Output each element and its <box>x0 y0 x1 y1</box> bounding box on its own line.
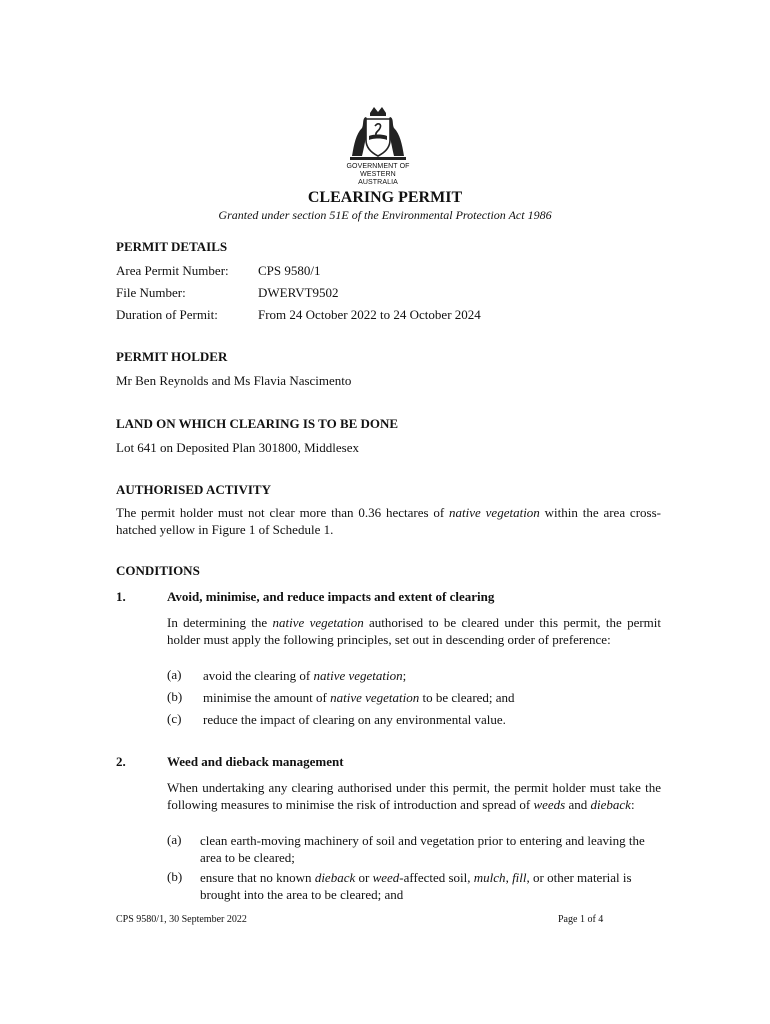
permit-holder-text: Mr Ben Reynolds and Ms Flavia Nascimento <box>116 373 352 388</box>
condition-2-item-a-text: clean earth-moving machinery of soil and vegetation prior to entering and leaving the area to be cleared; <box>200 833 645 865</box>
crest-caption <box>340 163 416 187</box>
condition-2-title: Weed and dieback management <box>167 754 344 769</box>
condition-1-item-a-label: (a) <box>167 667 182 682</box>
condition-2-item-b-label: (b) <box>167 869 183 884</box>
land-text: Lot 641 on Deposited Plan 301800, Middlesex <box>116 440 360 455</box>
condition-1-item-a-text: avoid the clearing of native vegetation; <box>203 668 407 683</box>
condition-1-item-b-text: minimise the amount of native vegetation to be cleared; and <box>203 690 515 705</box>
crest-caption-line1: GOVERNMENT OF <box>346 163 410 170</box>
crest-caption-line2: WESTERN AUSTRALIA <box>358 171 398 186</box>
wa-coat-of-arms-icon <box>348 104 408 164</box>
permit-details-heading: PERMIT DETAILS <box>116 239 228 254</box>
duration-value: From 24 October 2022 to 24 October 2024 <box>258 307 481 322</box>
condition-1-title: Avoid, minimise, and reduce impacts and extent of clearing <box>167 589 495 604</box>
footer-document-ref: CPS 9580/1, 30 September 2022 <box>116 914 247 925</box>
condition-1-item-b-label: (b) <box>167 689 183 704</box>
area-permit-number-label: Area Permit Number: <box>116 263 229 278</box>
footer-page-number: Page 1 of 4 <box>558 914 604 925</box>
condition-1-number: 1. <box>116 589 126 604</box>
condition-2-paragraph: When undertaking any clearing authorised under this permit, the permit holder must take the following measures to minimise the risk of introduction and spread of weeds and dieback: <box>167 780 661 812</box>
document-title: CLEARING PERMIT <box>307 189 463 206</box>
area-permit-number-value: CPS 9580/1 <box>258 263 321 278</box>
file-number-label: File Number: <box>116 285 186 300</box>
condition-2-item-b-text: ensure that no known dieback or weed-affected soil, mulch, fill, or other material is brought into the area to be cleared; and <box>200 870 632 902</box>
authorised-activity-heading: AUTHORISED ACTIVITY <box>116 482 271 497</box>
document-subtitle: Granted under section 51E of the Environmental Protection Act 1986 <box>218 208 552 222</box>
permit-holder-heading: PERMIT HOLDER <box>116 349 228 364</box>
duration-label: Duration of Permit: <box>116 307 218 322</box>
condition-1-paragraph: In determining the native vegetation authorised to be cleared under this permit, the permit holder must apply the following principles, set out in descending order of preference: <box>167 615 662 647</box>
file-number-value: DWERVT9502 <box>258 285 339 300</box>
condition-2-item-a-label: (a) <box>167 832 182 847</box>
authorised-activity-text: The permit holder must not clear more than 0.36 hectares of native vegetation within the area cross-hatched yellow in Figure 1 of Schedule 1. <box>116 505 661 537</box>
condition-1-item-c-text: reduce the impact of clearing on any environmental value. <box>203 712 506 727</box>
condition-1-item-c-label: (c) <box>167 711 182 726</box>
conditions-heading: CONDITIONS <box>116 563 200 578</box>
land-heading: LAND ON WHICH CLEARING IS TO BE DONE <box>116 416 399 431</box>
condition-2-number: 2. <box>116 754 126 769</box>
